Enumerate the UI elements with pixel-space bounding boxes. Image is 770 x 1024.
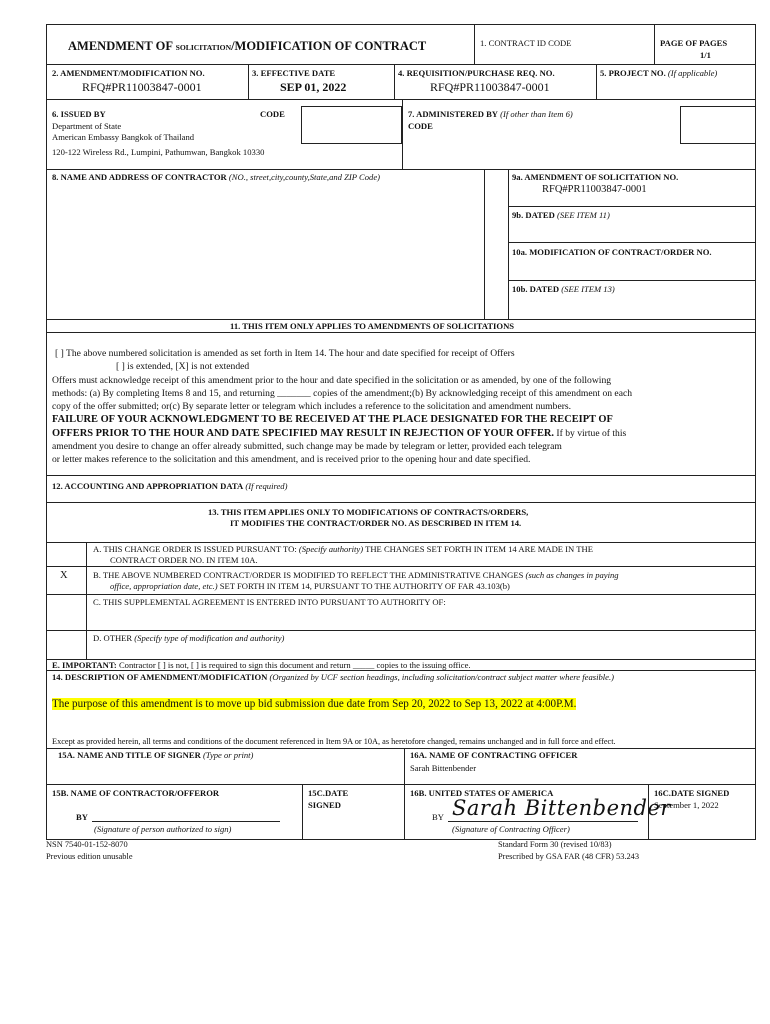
item-13a-line1: A. THIS CHANGE ORDER IS ISSUED PURSUANT TO: (Specify authority) THE CHANGES SET FORTH IN ITEM 14 ARE MADE IN THE — [93, 544, 593, 554]
effective-date-value: SEP 01, 2022 — [280, 80, 347, 94]
item-9b-label: 9b. DATED (SEE ITEM 11) — [512, 210, 610, 220]
divider — [46, 332, 756, 333]
footer-nsn: NSN 7540-01-152-8070 — [46, 840, 128, 849]
officer-16a-label: 16A. NAME OF CONTRACTING OFFICER — [410, 750, 578, 760]
contractor-label: 8. NAME AND ADDRESS OF CONTRACTOR (NO., street,city,county,State,and ZIP Code) — [52, 172, 381, 182]
contracting-officer-signature: Sarah Bittenbender — [452, 796, 671, 820]
divider — [394, 64, 395, 99]
divider — [474, 24, 475, 64]
contract-id-label: 1. CONTRACT ID CODE — [480, 38, 572, 48]
divider — [46, 670, 756, 671]
divider — [46, 630, 756, 631]
divider — [46, 748, 756, 749]
admin-code-box — [680, 106, 756, 144]
divider — [46, 594, 756, 595]
contractor-signature-line — [92, 821, 280, 822]
issued-by-line3: 120-122 Wireless Rd., Lumpini, Pathumwan, Bangkok 10330 — [52, 147, 265, 157]
footer-prescribed-by: Prescribed by GSA FAR (48 CFR) 53.243 — [498, 852, 640, 861]
divider — [46, 319, 756, 320]
divider — [248, 64, 249, 99]
divider — [46, 566, 756, 567]
divider — [484, 169, 485, 319]
requisition-label: 4. REQUISITION/PURCHASE REQ. NO. — [398, 68, 555, 78]
item-11-line4: methods: (a) By completing Items 8 and 15, and returning _______ copies of the amendment;(b) By acknowledging receipt of this amendment on each — [52, 388, 633, 399]
footer-previous-edition: Previous edition unusable — [46, 852, 133, 861]
contractor-signature-caption: (Signature of person authorized to sign) — [94, 824, 232, 834]
usa-16b-by: BY — [432, 812, 444, 822]
divider — [86, 542, 87, 659]
item-11-line1: [ ] The above numbered solicitation is amended as set forth in Item 14. The hour and date specified for receipt of Offers — [55, 348, 515, 359]
divider — [508, 169, 509, 319]
divider — [46, 99, 756, 100]
divider — [46, 169, 756, 170]
item-11-line3: Offers must acknowledge receipt of this amendment prior to the hour and date specified in the solicitation or as amended, by one of the following — [52, 375, 612, 386]
sf30-form — [46, 24, 756, 861]
officer-signature-line — [448, 821, 638, 822]
item-9a-value: RFQ#PR11003847-0001 — [542, 184, 647, 195]
item-11-line7: OFFERS PRIOR TO THE HOUR AND DATE SPECIFIED MAY RESULT IN REJECTION OF YOUR OFFER. If by virtue of this — [52, 428, 627, 439]
divider — [596, 64, 597, 99]
date-signed-16c-value: September 1, 2022 — [654, 800, 719, 810]
divider — [508, 242, 756, 243]
requisition-value: RFQ#PR11003847-0001 — [430, 80, 550, 94]
item-14-label: 14. DESCRIPTION OF AMENDMENT/MODIFICATION (Organized by UCF section headings, including solicitation/contract subject matter where feasible.) — [52, 672, 614, 682]
form-title: AMENDMENT OF SOLICITATION/MODIFICATION OF CONTRACT — [68, 39, 427, 53]
signer-15a-label: 15A. NAME AND TITLE OF SIGNER (Type or print) — [58, 750, 254, 760]
item-13b-line2: office, appropriation date, etc.) SET FORTH IN ITEM 14, PURSUANT TO THE AUTHORITY OF FAR 43.103(b) — [110, 581, 510, 591]
item-13a-line2: CONTRACT ORDER NO. IN ITEM 10A. — [110, 555, 258, 565]
administered-code-label: CODE — [408, 121, 433, 131]
item-13b-mark: X — [60, 570, 68, 581]
divider — [402, 99, 403, 169]
divider — [46, 542, 756, 543]
amendment-no-value: RFQ#PR11003847-0001 — [82, 80, 202, 94]
issued-by-label: 6. ISSUED BY — [52, 109, 106, 119]
page-value: 1/1 — [700, 50, 711, 60]
divider — [46, 64, 756, 65]
item-13-header-2: IT MODIFIES THE CONTRACT/ORDER NO. AS DESCRIBED IN ITEM 14. — [230, 518, 522, 528]
item-14-except: Except as provided herein, all terms and conditions of the document referenced in Item 9A or 10A, as heretofore changed, remains unchanged and in full force and effect. — [52, 737, 616, 746]
divider — [46, 784, 756, 785]
item-11-line5: copy of the offer submitted; or(c) By separate letter or telegram which includes a reference to the solicitation and amendment numbers. — [52, 401, 572, 412]
issued-code-label: CODE — [260, 109, 285, 119]
issued-by-line1: Department of State — [52, 121, 122, 131]
page-label: PAGE OF PAGES — [660, 38, 728, 48]
item-9a-label: 9a. AMENDMENT OF SOLICITATION NO. — [512, 172, 679, 182]
date-signed-15c-label-1: 15C.DATE — [308, 788, 349, 798]
date-signed-15c-label-2: SIGNED — [308, 800, 341, 810]
item-14-purpose: The purpose of this amendment is to move up bid submission due date from Sep 20, 2022 to Sep 13, 2022 at 4:00P.M. — [52, 698, 577, 710]
item-13c-line: C. THIS SUPPLEMENTAL AGREEMENT IS ENTERED INTO PURSUANT TO AUTHORITY OF: — [93, 597, 446, 607]
divider — [46, 475, 756, 476]
important-line: E. IMPORTANT: Contractor [ ] is not, [ ] is required to sign this document and return _____ copies to the issuing office. — [52, 660, 471, 670]
footer-standard-form: Standard Form 30 (revised 10/83) — [498, 840, 612, 849]
officer-16a-value: Sarah Bittenbender — [410, 763, 477, 773]
divider — [654, 24, 655, 64]
divider — [302, 784, 303, 840]
project-no-label: 5. PROJECT NO. (If applicable) — [600, 68, 718, 78]
item-13-header-1: 13. THIS ITEM APPLIES ONLY TO MODIFICATIONS OF CONTRACTS/ORDERS, — [208, 507, 529, 517]
contractor-15b-by: BY — [76, 812, 88, 822]
divider — [508, 206, 756, 207]
officer-signature-caption: (Signature of Contracting Officer) — [452, 824, 570, 834]
item-10a-label: 10a. MODIFICATION OF CONTRACT/ORDER NO. — [512, 247, 712, 257]
item-12-label: 12. ACCOUNTING AND APPROPRIATION DATA (If required) — [52, 481, 288, 491]
item-10b-label: 10b. DATED (SEE ITEM 13) — [512, 284, 615, 294]
item-11-line6: FAILURE OF YOUR ACKNOWLEDGMENT TO BE RECEIVED AT THE PLACE DESIGNATED FOR THE RECEIPT OF — [52, 414, 613, 425]
divider — [404, 748, 405, 840]
item-13b-line1: B. THE ABOVE NUMBERED CONTRACT/ORDER IS MODIFIED TO REFLECT THE ADMINISTRATIVE CHANGES (such as changes in paying — [93, 570, 619, 580]
item-11-line8: amendment you desire to change an offer already submitted, such change may be made by telegram or letter, provided each telegram — [52, 441, 562, 452]
contractor-15b-label: 15B. NAME OF CONTRACTOR/OFFEROR — [52, 788, 220, 798]
divider — [508, 280, 756, 281]
amendment-no-label: 2. AMENDMENT/MODIFICATION NO. — [52, 68, 205, 78]
item-11-line2: [ ] is extended, [X] is not extended — [116, 361, 250, 372]
usa-16b-label: 16B. UNITED STATES OF AMERICA — [410, 788, 554, 798]
issued-code-box — [301, 106, 402, 144]
date-signed-16c-label: 16C.DATE SIGNED — [654, 788, 730, 798]
item-11-line9: or letter makes reference to the solicitation and this amendment, and is received prior to the opening hour and date specified. — [52, 454, 531, 465]
item-13d-line: D. OTHER (Specify type of modification and authority) — [93, 633, 285, 643]
administered-by-label: 7. ADMINISTERED BY (If other than Item 6) — [408, 109, 573, 119]
effective-date-label: 3. EFFECTIVE DATE — [252, 68, 336, 78]
issued-by-line2: American Embassy Bangkok of Thailand — [52, 132, 195, 142]
item-11-header: 11. THIS ITEM ONLY APPLIES TO AMENDMENTS OF SOLICITATIONS — [230, 321, 515, 331]
divider — [46, 502, 756, 503]
